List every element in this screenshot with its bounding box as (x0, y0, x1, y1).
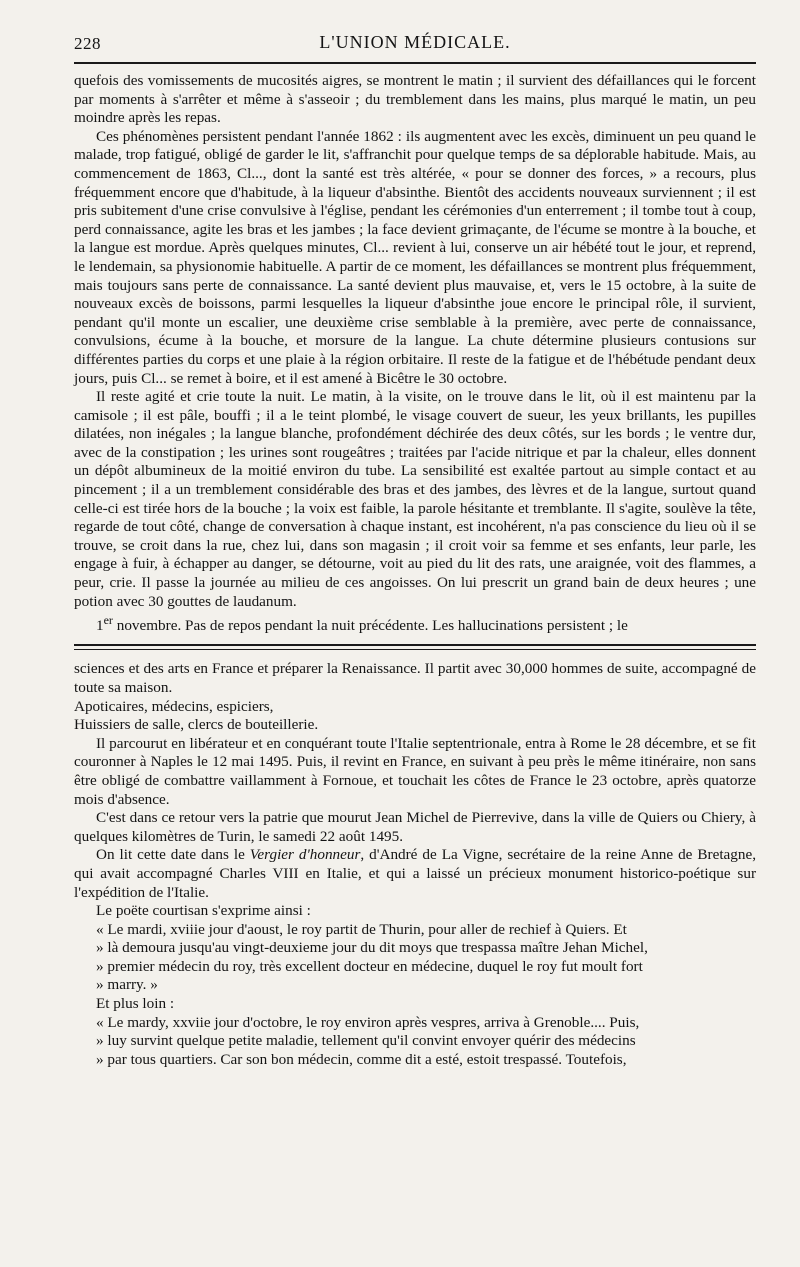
date-day: 1 (96, 617, 104, 635)
quote-line: » marry. » (96, 976, 158, 994)
date-rest: novembre. Pas de repos pendant la nuit précédente. Les hallucinations persistent ; le (112, 617, 628, 635)
feuilleton-paragraph: Il parcourut en libérateur et en conquérant toute l'Italie septentrionale, entra à Rome le 28 décembre, et se fit couronner à Naples le 12 mai 1495. Puis, il revint en France, en suivant à peu près le même itinéraire, non sans être obligé de combattre vaillamment à Fornoue, et touchait les côtes de France le 23 octobre, après quatorze mois d'absence. (74, 734, 756, 808)
article-last-line (74, 611, 756, 636)
article-paragraph: Ces phénomènes persistent pendant l'année 1862 : ils augmentent avec les excès, diminuent un peu quand le malade, trop fatigué, obligé de garder le lit, s'affranchit pour quelque temps de sa déplorable habitude. Mais, au commencement de 1863, Cl..., dont la santé est très altérée, « pour se donner des forces, » a recours, plus fréquemment encore que d'habitude, à la liqueur d'absinthe. Bientôt des accidents nouveaux surviennent ; il est pris subitement d'une crise convulsive à l'église, pendant les cérémonies d'un enterrement ; il tombe tout à coup, perd connaissance, agite les bras et les jambes ; la face devient grimaçante, de l'écume se montre à la bouche, et la langue est mordue. Après quelques minutes, Cl... revient à lui, conserve un air hébété tout le jour, et reprend, le lendemain, sa physionomie habituelle. A partir de ce moment, les défaillances se montrent plus fréquemment, mais toujours sans perte de connaissance. La santé devient plus mauvaise, et, vers le 15 octobre, à la suite de nouveaux excès de boissons, parmi lesquelles la liqueur d'absinthe joue encore le principal rôle, il survient, pendant qu'il monte un escalier, une deuxième crise semblable à la première, avec perte de connaissance, convulsions, écume à la bouche, et morsure de la langue. La chute détermine plusieurs contusions sur différentes parties du corps et une plaie à la région orbitaire. Il reste de la fatigue et de l'hébétude pendant deux jours, puis Cl... se remet à boire, et il est amené à Bicêtre le 30 octobre. (74, 127, 756, 387)
verse-line: Huissiers de salle, clercs de bouteillerie. (74, 716, 319, 734)
header-rule (74, 62, 756, 64)
article-paragraph: Il reste agité et crie toute la nuit. Le matin, à la visite, on le trouve dans le lit, où il est maintenu par la camisole ; il est pâle, bouffi ; il a le teint plombé, le visage couvert de sueur, les yeux brillants, les pupilles dilatées, non inégales ; la langue blanche, profondément déchirée des deux côtés, sur les bords ; le ventre dur, avec de la constipation ; les urines sont rougeâtres ; traitées par l'acide nitrique et par la chaleur, elles donnent un dépôt albumineux de la moitié environ du tube. La sensibilité est exaltée partout au simple contact et au pincement ; il a un tremblement considérable des bras et des jambes, des lèvres et de la langue, surtout quand celle-ci est tirée hors de la bouche ; la voix est faible, la parole hésitante et tremblante. Il s'agite, soulève la tête, regarde de tout côté, change de conversation à chaque instant, est incohérent, n'a pas conscience du lieu où il se trouve, se croit dans la rue, chez lui, dans son magasin ; il croit voir sa femme et ses enfants, leur parle, les engage à fuir, à échapper au danger, se détourne, voit au pied du lit des rats, une araignée, voit des flammes, a peur, crie. Il passe la journée au milieu de ces angoisses. On lui prescrit un grand bain de deux heures ; une potion avec 30 gouttes de laudanum. (74, 388, 756, 610)
text-run: On lit cette date dans le (96, 846, 250, 864)
article-body (74, 72, 756, 636)
quote-line: » premier médecin du roy, très excellent docteur en médecine, duquel le roy fut moult fort (96, 957, 643, 975)
article-paragraph: quefois des vomissements de mucosités aigres, se montrent le matin ; il survient des défaillances qui le forcent par moments à s'arrêter et même à s'asseoir ; du tremblement dans les mains, plus marqué le matin, un peu moindre après les repas. (74, 72, 756, 127)
quote-line: » là demoura jusqu'au vingt-deuxieme jour du dit moys que trespassa maître Jehan Michel, (96, 939, 648, 957)
quote-line: « Le mardy, xxviie jour d'octobre, le roy environ après vespres, arriva à Grenoble.... Puis, (96, 1013, 640, 1031)
verse-line: Apoticaires, médecins, espiciers, (74, 697, 274, 715)
feuilleton-paragraph: sciences et des arts en France et préparer la Renaissance. Il partit avec 30,000 hommes de suite, accompagné de toute sa maison. (74, 660, 756, 696)
quote-line: « Le mardi, xviiie jour d'aoust, le roy partit de Thurin, pour aller de rechief à Quiers. Et (96, 920, 627, 938)
running-title: L'UNION MÉDICALE. (319, 32, 511, 52)
feuilleton-paragraph: Et plus loin : (96, 995, 175, 1013)
text-run: , d'André de La Vigne, secrétaire de la reine Anne de Bretagne, qui avait accompagné Charles VIII en Italie, et qui a laissé un précieux monument historico-poétique sur l'expédition de l'Italie. (74, 846, 757, 901)
page-header (74, 30, 756, 56)
feuilleton-paragraph: Le poëte courtisan s'exprime ainsi : (96, 902, 311, 920)
feuilleton-body (74, 660, 756, 1069)
separator-rule-thin (74, 649, 756, 651)
quote-line: » par tous quartiers. Car son bon médecin, comme dit a esté, estoit trespassé. Toutefois, (96, 1050, 627, 1068)
quote-line: » luy survint quelque petite maladie, tellement qu'il convint envoyer quérir des médecins (96, 1032, 636, 1050)
date-suffix: er (103, 613, 113, 628)
feuilleton-paragraph: C'est dans ce retour vers la patrie que mourut Jean Michel de Pierrevive, dans la ville de Quiers ou Chiery, à quelques kilomètres de Turin, le samedi 22 août 1495. (74, 809, 756, 845)
book-title: Vergier d'honneur (249, 846, 361, 864)
separator-rule-thick (74, 644, 756, 646)
feuilleton-separator (74, 644, 756, 651)
feuilleton-paragraph (74, 846, 756, 902)
page-number: 228 (74, 34, 101, 53)
